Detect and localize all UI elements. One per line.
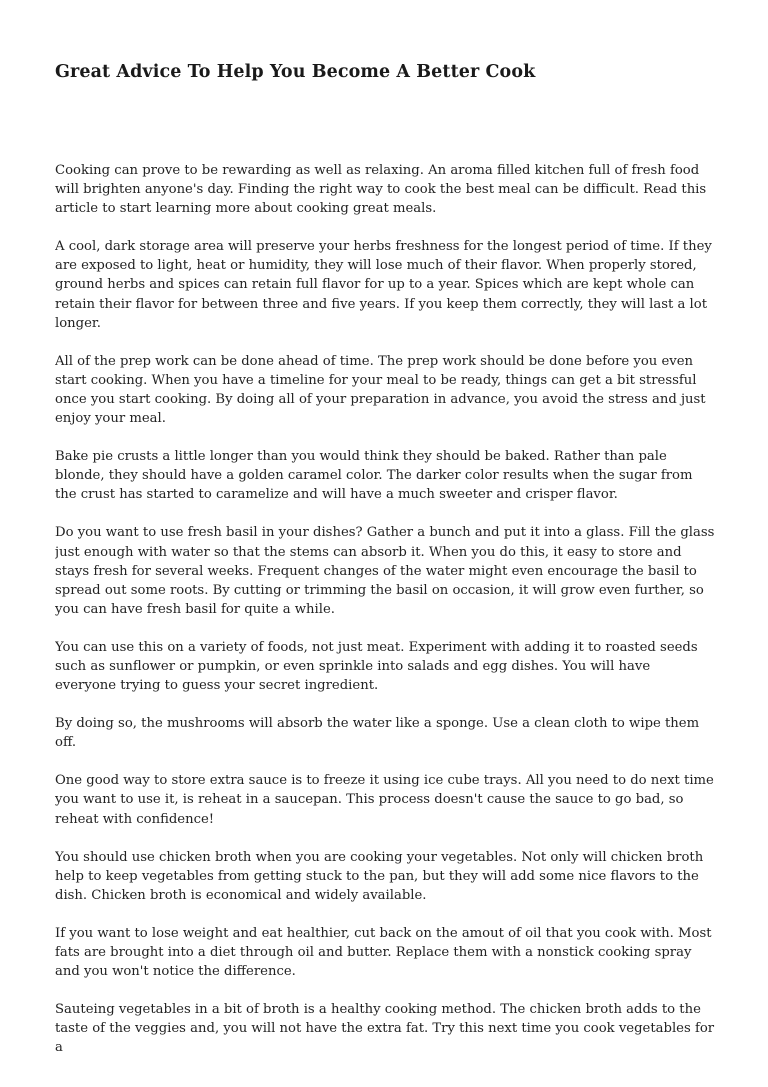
document-page [55,0,715,1087]
paragraph: You can use this on a variety of foods, not just meat. Experiment with adding it to roasted seeds such as sunflower or pumpkin, or even sprinkle into salads and egg dishes. You will have everyone trying to guess your secret ingredient. [55,639,698,694]
paragraph: All of the prep work can be done ahead of time. The prep work should be done before you even start cooking. When you have a timeline for your meal to be ready, things can get a bit stressful once you start cooking. By doing all of your preparation in advance, you avoid the stress and just enjoy your meal. [55,353,706,427]
paragraph: You should use chicken broth when you are cooking your vegetables. Not only will chicken broth help to keep vegetables from getting stuck to the pan, but they will add some nice flavors to the dish. Chicken broth is economical and widely available. [55,849,704,903]
paragraph: Do you want to use fresh basil in your dishes? Gather a bunch and put it into a glass. Fill the glass just enough with water so that the stems can absorb it. When you do this, it easy to store and stays fresh for several weeks. Frequent changes of the water might even encourage the basil to spread out some roots. By cutting or trimming the basil on occasion, it will grow even further, so you can have fresh basil for quite a while. [55,525,715,617]
document-title: Great Advice To Help You Become A Better Cook [55,62,536,82]
document-body [55,161,715,1076]
paragraph: A cool, dark storage area will preserve your herbs freshness for the longest period of time. If they are exposed to light, heat or humidity, they will lose much of their flavor. When properly stored, ground herbs and spices can retain full flavor for up to a year. Spices which are kept whole can retain their flavor for between three and five years. If you keep them correctly, they will last a lot longer. [55,239,712,331]
paragraph: Sauteing vegetables in a bit of broth is a healthy cooking method. The chicken broth adds to the taste of the veggies and, you will not have the extra fat. Try this next time you cook vegetables for a [55,1002,715,1056]
paragraph: One good way to store extra sauce is to freeze it using ice cube trays. All you need to do next time you want to use it, is reheat in a saucepan. This process doesn't cause the sauce to go bad, so reheat with confidence! [55,773,714,827]
paragraph: By doing so, the mushrooms will absorb the water like a sponge. Use a clean cloth to wipe them off. [55,716,700,751]
paragraph: Cooking can prove to be rewarding as well as relaxing. An aroma filled kitchen full of fresh food will brighten anyone's day. Finding the right way to cook the best meal can be difficult. Read this article to start learning more about cooking great meals. [55,163,707,217]
paragraph: If you want to lose weight and eat healthier, cut back on the amout of oil that you cook with. Most fats are brought into a diet through oil and butter. Replace them with a nonstick cooking spray and you won't notice the difference. [55,925,712,980]
paragraph: Bake pie crusts a little longer than you would think they should be baked. Rather than pale blonde, they should have a golden caramel color. The darker color results when the sugar from the crust has started to caramelize and will have a much sweeter and crisper flavor. [55,449,693,503]
